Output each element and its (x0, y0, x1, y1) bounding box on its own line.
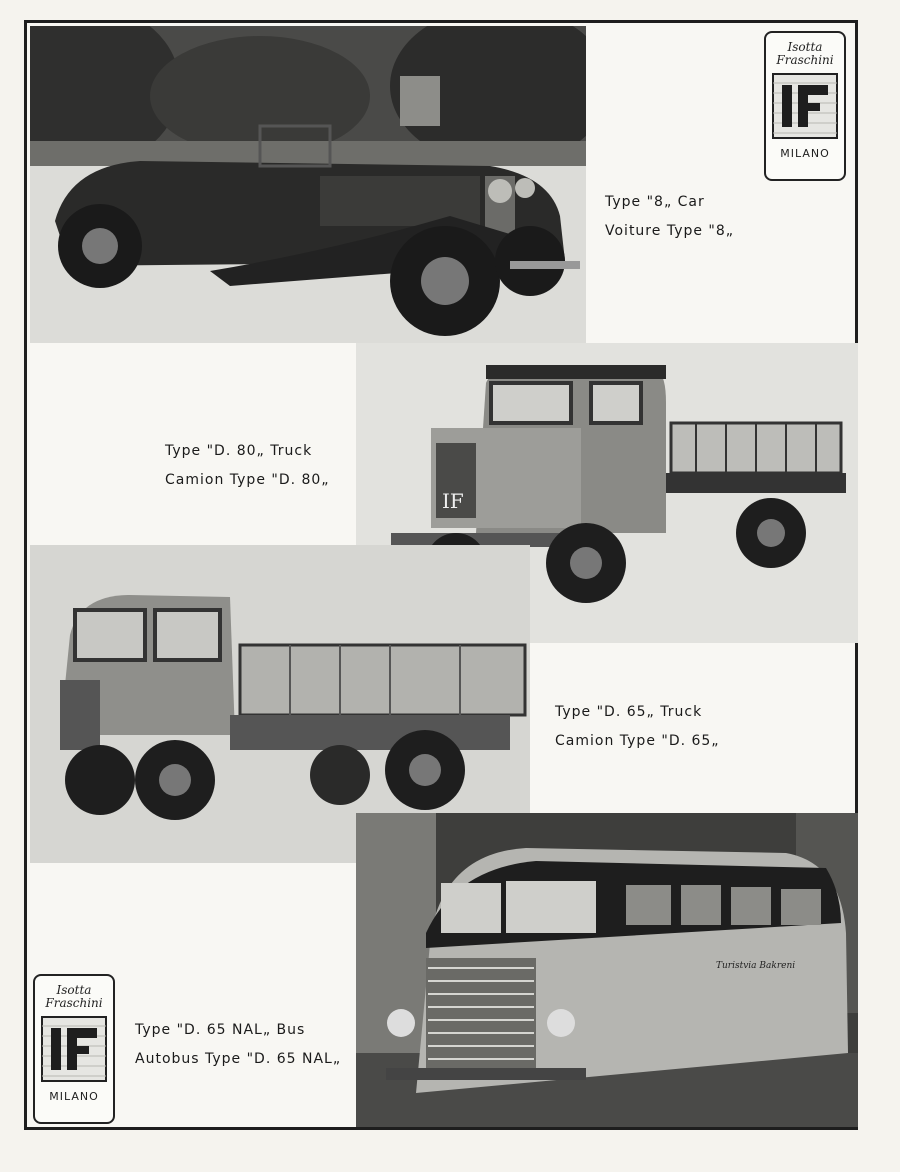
d65-caption (555, 698, 720, 756)
type-8-caption-fr: Voiture Type "8„ (605, 223, 735, 239)
svg-text:IF: IF (442, 489, 464, 513)
logo-script-line1: Isotta (787, 40, 823, 54)
type-8-caption-en: Type "8„ Car (605, 194, 705, 210)
d80-caption (165, 437, 330, 495)
logo-city-bottom: MILANO (49, 1090, 99, 1103)
logo-script-bottom-line2: Fraschini (45, 996, 103, 1010)
d80-caption-fr: Camion Type "D. 80„ (165, 472, 330, 488)
d80-caption-en: Type "D. 80„ Truck (165, 443, 313, 459)
type-8-caption (605, 188, 734, 246)
bus-livery-text: Turistvia Bakreni (716, 961, 796, 971)
bus-caption-en: Type "D. 65 NAL„ Bus (135, 1022, 306, 1038)
bus-caption (135, 1016, 341, 1074)
logo-script-bottom (35, 984, 113, 1010)
d65-caption-fr: Camion Type "D. 65„ (555, 733, 720, 749)
if-monogram-icon (772, 73, 838, 139)
isotta-fraschini-logo-top (764, 31, 846, 181)
d65-caption-en: Type "D. 65„ Truck (555, 704, 703, 720)
if-monogram-icon (41, 1016, 107, 1082)
logo-city: MILANO (780, 147, 830, 160)
isotta-fraschini-logo-bottom (33, 974, 115, 1124)
page-frame (24, 20, 858, 1130)
logo-script (766, 41, 844, 67)
logo-script-line2: Fraschini (776, 53, 834, 67)
d65-nal-bus-photo (356, 813, 858, 1127)
bus-caption-fr: Autobus Type "D. 65 NAL„ (135, 1051, 342, 1067)
type-8-car-photo (30, 26, 586, 343)
logo-script-bottom-line1: Isotta (56, 983, 92, 997)
